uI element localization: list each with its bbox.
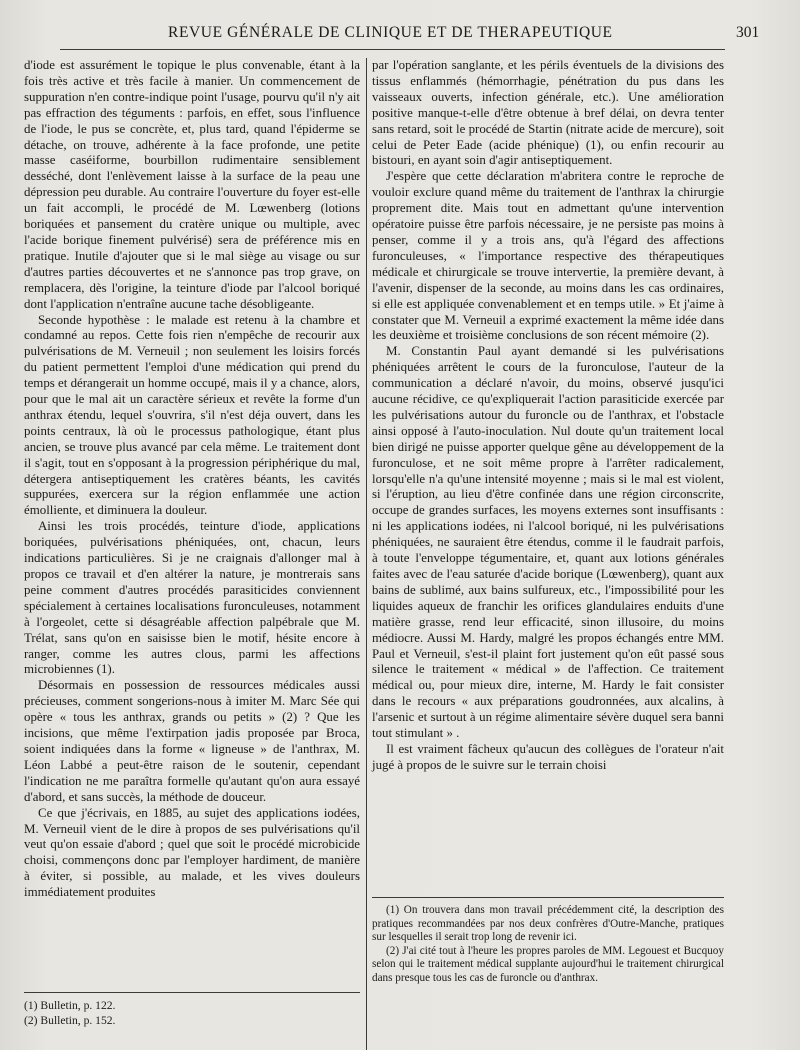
footnote-rule xyxy=(24,992,360,993)
left-column xyxy=(24,58,360,901)
footnote: (2) J'ai cité tout à l'heure les propres paroles de MM. Legouest et Bucquoy selon qui le traitement médical supplante aujourd'hui le traitement chirurgical dans presque tous les cas de furoncle ou d'anthrax. xyxy=(372,944,724,984)
paragraph: Il est vraiment fâcheux qu'aucun des collègues de l'orateur n'ait jugé à propos de le suivre sur le terrain choisi xyxy=(372,741,724,772)
page-number: 301 xyxy=(736,24,760,41)
footnote: (1) Bulletin, p. 122. xyxy=(24,999,116,1012)
running-title: REVUE GÉNÉRALE DE CLINIQUE ET DE THERAPEUTIQUE xyxy=(168,24,613,41)
paragraph: M. Constantin Paul ayant demandé si les pulvérisations phéniquées arrêtent le cours de la furonculose, l'auteur de la communication a déclaré n'avoir, du moins, observé jusqu'ici aucune récidive, ce qu'expliquerait l'action parasiticide exercée par les pulvérisations autour du furoncle ou de l'anthrax, et l'obstacle ainsi opposé à l'auto-inoculation. Nul doute qu'un traitement local bien dirigé ne puisse apporter quelque gêne au développement de la furonculose, et ne soit même propre à l'arrêter radicalement, lorsqu'elle n'a qu'une intensité moyenne ; mais si le mal est violent, si l'éruption, au lieu d'être confinée dans une région circonscrite, occupe de grandes surfaces, les moyens externes sont insuffisants : ni les applications iodées, ni l'alcool boriqué, ni les pulvérisations phéniquées, ne sauraient être étendus, comme il le faudrait parfois, à toute l'enveloppe tégumentaire, et, quant aux lotions générales faites avec de l'eau saturée d'acide borique (Lœwenberg), quant aux bains de sublimé, aux bains sulfureux, etc., l'impossibilité pour les liquides aqueux de franchir les orifices glandulaires enduits d'une matière grasse, rend leur efficacité, sinon illusoire, du moins médiocre. Aussi M. Hardy, malgré les propos échangés entre MM. Paul et Verneuil, s'est-il plaint fort justement qu'on eût passé sous silence le traitement « médical » de l'affection. Ce traitement médical ou, pour mieux dire, interne, M. Hardy le fait consister dans le recours « aux préparations goudronnées, aux alcalins, à l'arsenic et surtout à un régime alimentaire sévère duquel sera banni tout stimulant » . xyxy=(372,344,724,741)
paragraph: J'espère que cette déclaration m'abritera contre le reproche de vouloir exclure quand même du traitement de l'anthrax la chirurgie proprement dite. Mais tout en admettant qu'une intervention opératoire puisse être parfois nécessaire, je ne persiste pas moins à penser, comme il y a trois ans, qu'à l'égard des affections furonculeuses, « l'importance respective des thérapeutiques médicale et chirurgicale se trouve intervertie, la première devant, à l'avenir, dispenser de la seconde, au moins dans les cas ordinaires, si elle est appliquée convenablement et en temps utile. » Et j'aime à constater que M. Verneuil a exprimé exactement la même idée dans les deuxième et troisième conclusions de son récent mémoire (2). xyxy=(372,169,724,343)
right-column xyxy=(372,58,724,774)
footnote: (2) Bulletin, p. 152. xyxy=(24,1013,116,1027)
header-rule xyxy=(60,49,725,50)
paragraph: par l'opération sanglante, et les périls éventuels de la divisions des tissus enflammés (hémorrhagie, pénétration du pus dans les vaisseaux ouverts, infection générale, etc.). Une amélioration positive manque-t-elle d'être obtenue à bref délai, on devra tenter sans retard, soit le procédé de Startin (nitrate acide de mercure), soit celui de Peter Eade (acide phénique) (1), ou enfin recourir au bistouri, en ayant soin d'agir antiseptiquement. xyxy=(372,58,724,168)
right-footnotes xyxy=(372,897,724,986)
paragraph: d'iode est assurément le topique le plus convenable, étant à la fois très active et très facile à manier. Un commencement de suppuration n'en contre-indique point l'usage, pourvu qu'il n'y ait pas effraction des téguments : parfois, en effet, sous l'influence de l'iode, le pus se concrète, et, plus tard, quand l'épiderme se détache, on trouve, adhérente à la face profonde, une petite masse caséiforme, bourbillon rudimentaire sensiblement desséché, dont l'enlèvement laisse à la surface de la peau une dépression peu durable. Au contraire l'ouverture du foyer est-elle un fait accompli, le procédé de M. Lœwenberg (lotions boriquées et pansement du cratère unique ou multiple, avec l'acide borique finement pulvérisé) sera de préférence mis en pratique. Inutile d'ajouter que si le mal siège au visage ou sur d'autres parties découvertes et ne s'annonce pas trop grave, on remplacera, dès l'origine, la teinture d'iode par l'alcool boriqué dont l'application n'entraîne aucune tache désobligeante. xyxy=(24,58,360,311)
paragraph: Seconde hypothèse : le malade est retenu à la chambre et condamné au repos. Cette fois rien n'empêche de recourir aux pulvérisations de M. Verneuil ; non seulement les loisirs forcés du patient permettent l'emploi d'une médication qui prend du temps et dérangerait un homme occupé, mais il y a chance, alors, pour que le mal ait un caractère sérieux et revête la forme d'un anthrax étendu, lequel s'ouvrira, s'il n'est déja ouvert, dans les points centraux, là où le processus pathologique, étant plus ancien, se trouve plus avancé par cela même. Le traitement dont il s'agit, tout en s'opposant à la progression périphérique du mal, détergera antiseptiquement les cratères béants, les cavités suppurées, exercera sur la région enflammée une action émolliente, et diminuera la douleur. xyxy=(24,312,360,518)
footnote-rule xyxy=(372,897,724,898)
left-footnotes xyxy=(24,992,360,1029)
running-head xyxy=(0,20,800,46)
paragraph: Ce que j'écrivais, en 1885, au sujet des applications iodées, M. Verneuil vient de le dire à propos de ses pulvérisations qu'il veut qu'on essaie d'abord ; quel que soit le procédé microbicide choisi, commençons donc par l'employer hardiment, de manière à éviter, si possible, au malade, et les vives douleurs immédiatement produites xyxy=(24,805,360,900)
paragraph: Désormais en possession de ressources médicales aussi précieuses, comment songerions-nous à imiter M. Marc Sée qui opère « tous les anthrax, grands ou petits » (2) ? Que les incisions, que même l'extirpation jadis proposée par Broca, soient indiquées dans la forme « ligneuse » de l'anthrax, M. Léon Labbé a peut-être raison de le soutenir, cependant l'indication ne me paraîtra formelle qu'autant qu'on aura essayé d'abord, et sans succès, la méthode de douceur. xyxy=(24,678,360,804)
column-divider xyxy=(366,58,367,1050)
footnote: (1) On trouvera dans mon travail précédemment cité, la description des pratiques recommandées par nos deux confrères d'Outre-Manche, pratiques sur lesquelles il serait trop long de revenir ici. xyxy=(372,904,724,944)
paragraph: Ainsi les trois procédés, teinture d'iode, applications boriquées, pulvérisations phéniquées, ont, chacun, leurs indications particulières. Si je ne craignais d'allonger mal à propos ce travail et d'en altérer la nature, je montrerais sans peine comment d'autres procédés parasiticides conviennent spécialement à certaines localisations furonculeuses, notamment à l'orgeolet, cette si désagréable affection palpébrale que M. Trélat, sans qu'on en saisisse bien le motif, hésite encore à ranger, comme les autres clous, parmi les affections microbiennes (1). xyxy=(24,519,360,677)
